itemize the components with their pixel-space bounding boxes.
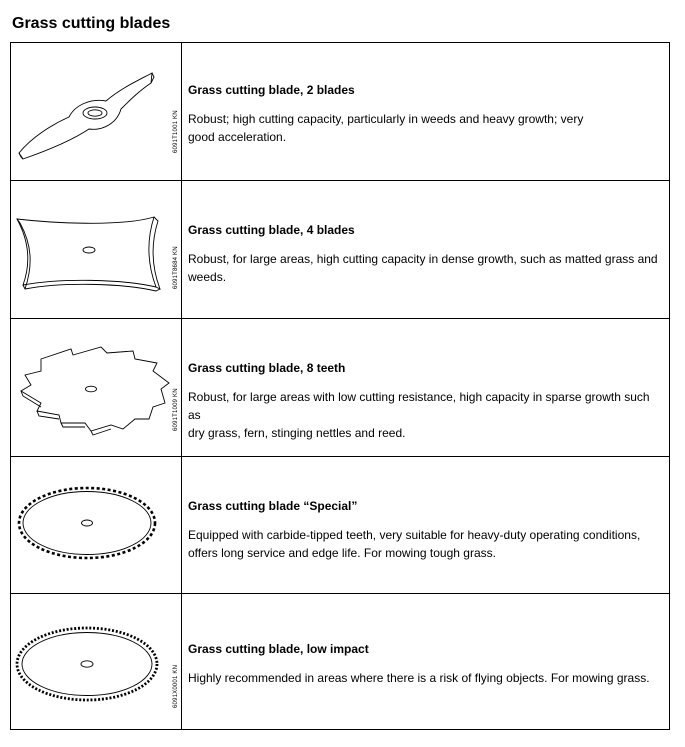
blade-description-line: Equipped with carbide-tipped teeth, very suitable for heavy-duty operating conditions, [188, 528, 641, 542]
blade-row [11, 43, 669, 181]
blade-description-line: Robust, for large areas with low cutting resistance, high capacity in sparse growth such as [188, 390, 650, 422]
blade-description-line: Robust, for large areas, high cutting capacity in dense growth, such as matted grass and [188, 252, 658, 266]
blade-image-cell [11, 319, 182, 456]
blade-image-cell [11, 594, 182, 729]
blade-title: Grass cutting blade “Special” [188, 499, 358, 513]
blade-title: Grass cutting blade, 2 blades [188, 83, 355, 97]
blade-title: Grass cutting blade, 8 teeth [188, 361, 346, 375]
carbide-tipped-blade-icon [11, 457, 181, 593]
blade-title: Grass cutting blade, 4 blades [188, 223, 355, 237]
blade-description-line: Robust; high cutting capacity, particularly in weeds and heavy growth; very [188, 112, 584, 126]
blade-description-line: offers long service and edge life. For mowing tough grass. [188, 546, 496, 560]
low-impact-blade-icon [11, 594, 181, 728]
two-blade-icon [11, 43, 181, 180]
blade-row [11, 181, 669, 319]
image-code: 6091T1001 KN [173, 110, 179, 153]
blade-row [11, 594, 669, 729]
blade-image-cell [11, 181, 182, 318]
image-code: 6091T8684 KN [173, 246, 179, 289]
four-blade-icon [11, 181, 181, 318]
blade-image-cell [11, 457, 182, 593]
blade-row [11, 457, 669, 594]
blade-row [11, 319, 669, 457]
blades-table [10, 42, 670, 730]
blade-description-line: dry grass, fern, stinging nettles and reed. [188, 426, 406, 440]
blade-description-line: Highly recommended in areas where there is a risk of flying objects. For mowing grass. [188, 671, 650, 685]
image-code: 6091T1009 KN [173, 388, 179, 431]
eight-teeth-blade-icon [11, 319, 181, 456]
blade-description-line: weeds. [188, 270, 227, 284]
blade-title: Grass cutting blade, low impact [188, 642, 369, 656]
image-code: 6091X0001 KN [173, 664, 179, 708]
blade-description-line: good acceleration. [188, 130, 287, 144]
page-title: Grass cutting blades [12, 15, 171, 32]
blade-image-cell [11, 43, 182, 180]
